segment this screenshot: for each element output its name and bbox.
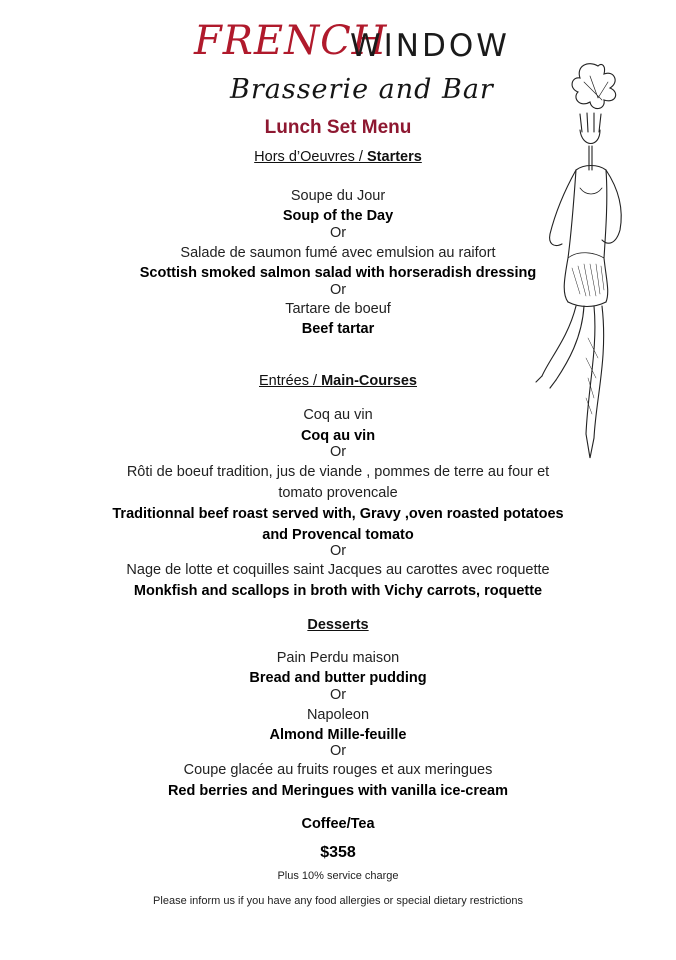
or-separator: Or [329,687,347,703]
starters-heading-fr: Hors d’Oeuvres / [254,149,367,165]
main-1-fr: Coq au vin [303,407,373,423]
logo-window-word: WINDOW [350,28,510,64]
coffee-tea: Coffee/Tea [301,816,375,832]
fork-lady-illustration-icon [528,58,648,478]
main-2-en: Traditionnal beef roast served with, Gravy ,oven roasted potatoes [112,506,564,522]
dessert-1-fr: Pain Perdu maison [276,650,400,666]
dessert-2-fr: Napoleon [306,707,370,723]
logo-french-word: FRENCH [194,18,388,64]
starter-3-en: Beef tartar [301,321,375,337]
service-charge-note: Plus 10% service charge [277,870,399,882]
starter-2-fr: Salade de saumon fumé avec emulsion au raifort [180,245,496,261]
dessert-1-en: Bread and butter pudding [249,670,427,686]
main-2-en-line2: and Provencal tomato [262,527,414,543]
dessert-3-fr: Coupe glacée au fruits rouges et aux meringues [183,762,493,778]
main-2-fr-line2: tomato provencale [278,485,398,501]
mains-heading-fr: Entrées / [259,373,322,389]
price: $358 [320,844,356,861]
starters-heading-en: Starters [367,149,422,165]
starter-2-en: Scottish smoked salmon salad with horseradish dressing [139,265,537,281]
or-separator: Or [329,444,347,460]
or-separator: Or [329,743,347,759]
allergy-note: Please inform us if you have any food allergies or special dietary restrictions [153,895,523,907]
main-3-fr: Nage de lotte et coquilles saint Jacques au carottes avec roquette [126,562,550,578]
dessert-3-en: Red berries and Meringues with vanilla ice-cream [167,783,509,799]
desserts-heading: Desserts [307,617,369,633]
main-2-fr: Rôti de boeuf tradition, jus de viande , pommes de terre au four et [126,464,550,480]
mains-heading-en: Main-Courses [321,373,417,389]
starter-1-fr: Soupe du Jour [290,188,386,204]
logo-subtitle: Brasserie and Bar [230,74,494,105]
or-separator: Or [329,282,347,298]
section-heading-desserts [0,617,676,633]
main-3-en: Monkfish and scallops in broth with Vichy carrots, roquette [133,583,543,599]
dessert-2-en: Almond Mille-feuille [269,727,407,743]
or-separator: Or [329,225,347,241]
starter-3-fr: Tartare de boeuf [285,301,391,317]
or-separator: Or [329,543,347,559]
starter-1-en: Soup of the Day [282,208,394,224]
menu-title: Lunch Set Menu [264,117,412,138]
main-1-en: Coq au vin [300,428,376,444]
